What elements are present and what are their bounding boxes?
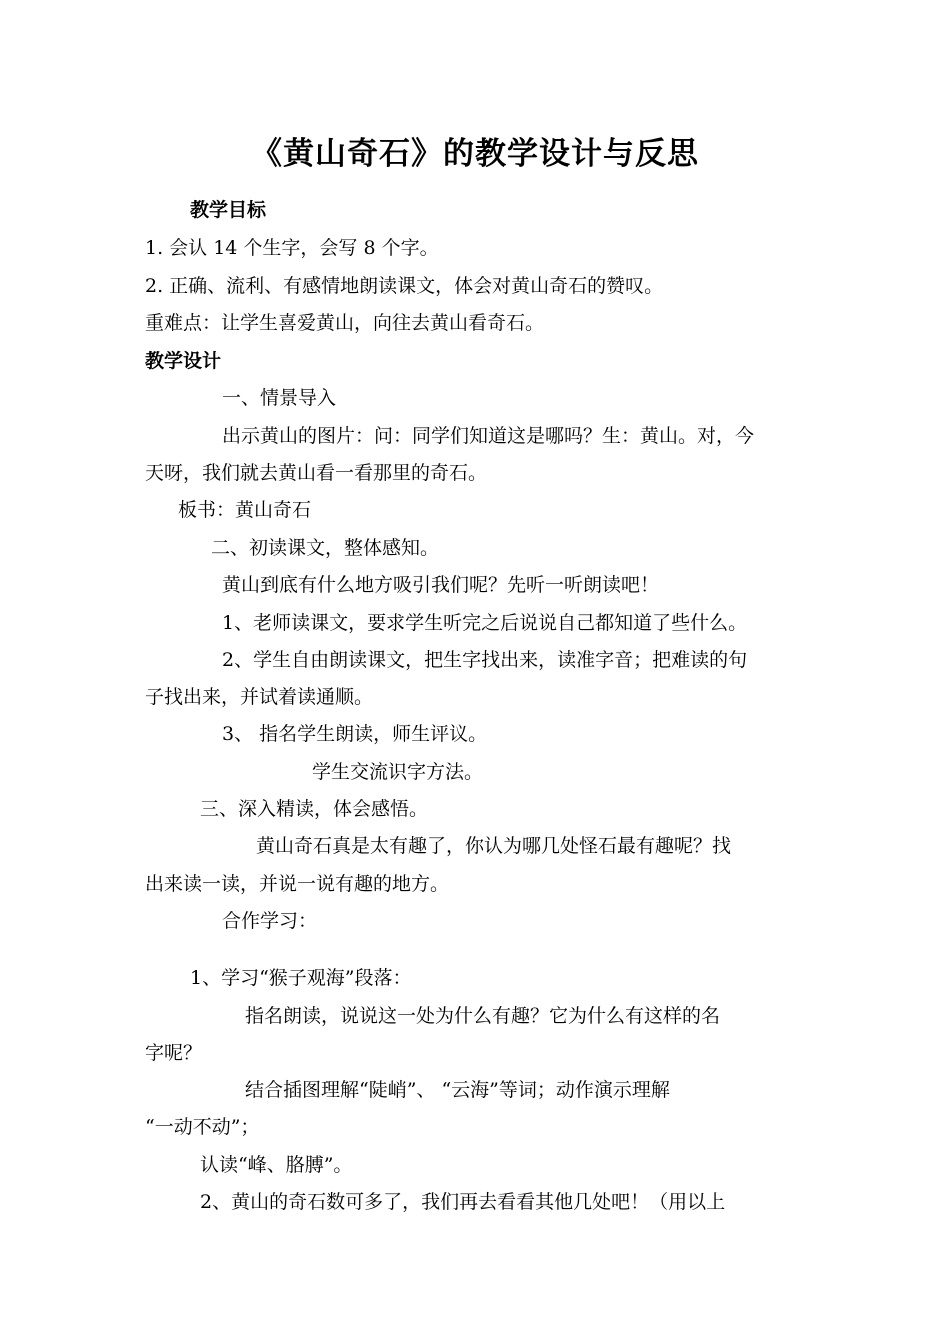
section-3-paragraph-line-2: 出来读一读，并说一说有趣的地方。 — [145, 873, 450, 895]
part-2-line-1: 2、黄山的奇石数可多了，我们再去看看其他几处吧！（用以上 — [200, 1191, 726, 1213]
goals-heading: 教学目标 — [190, 199, 267, 221]
document-title: 《黄山奇石》的教学设计与反思 — [251, 136, 699, 172]
section-2-intro: 黄山到底有什么地方吸引我们呢？先听一听朗读吧！ — [222, 574, 660, 596]
section-3-heading: 三、深入精读，体会感悟。 — [200, 798, 429, 820]
section-2-heading: 二、初读课文，整体感知。 — [211, 537, 440, 559]
key-points: 重难点：让学生喜爱黄山，向往去黄山看奇石。 — [145, 312, 545, 334]
section-2-step-2-line-1: 2、学生自由朗读课文，把生字找出来，读准字音；把难读的句 — [222, 649, 748, 671]
section-2-step-1: 1、老师读课文，要求学生听完之后说说自己都知道了些什么。 — [222, 612, 748, 634]
section-2-step-3-note: 学生交流识字方法。 — [312, 761, 484, 783]
part-1-line-2: 字呢？ — [145, 1042, 203, 1064]
section-1-paragraph-line-2: 天呀，我们就去黄山看一看那里的奇石。 — [145, 462, 488, 484]
section-2-step-3: 3、 指名学生朗读，师生评议。 — [222, 723, 488, 745]
blackboard-note: 板书：黄山奇石 — [178, 499, 312, 521]
section-1-paragraph-line-1: 出示黄山的图片：问：同学们知道这是哪吗？生：黄山。对，今 — [222, 425, 755, 447]
section-1-heading: 一、情景导入 — [222, 387, 337, 409]
section-3-cooperative-learning: 合作学习： — [222, 910, 318, 932]
part-1-heading: 1、学习“猴子观海”段落： — [190, 967, 412, 989]
design-heading: 教学设计 — [145, 350, 222, 372]
part-1-line-1: 指名朗读，说说这一处为什么有趣？它为什么有这样的名 — [245, 1005, 721, 1027]
part-1-line-5: 认读“峰、胳膊”。 — [200, 1154, 353, 1176]
part-1-line-4: “一动不动”； — [145, 1116, 260, 1138]
goal-item-1: 1. 会认 14 个生字，会写 8 个字。 — [145, 237, 439, 259]
section-2-step-2-line-2: 子找出来，并试着读通顺。 — [145, 686, 374, 708]
goal-item-2: 2. 正确、流利、有感情地朗读课文，体会对黄山奇石的赞叹。 — [145, 275, 664, 297]
section-3-paragraph-line-1: 黄山奇石真是太有趣了，你认为哪几处怪石最有趣呢？找 — [256, 835, 732, 857]
part-1-line-3: 结合插图理解“陡峭”、 “云海”等词；动作演示理解 — [245, 1079, 670, 1101]
